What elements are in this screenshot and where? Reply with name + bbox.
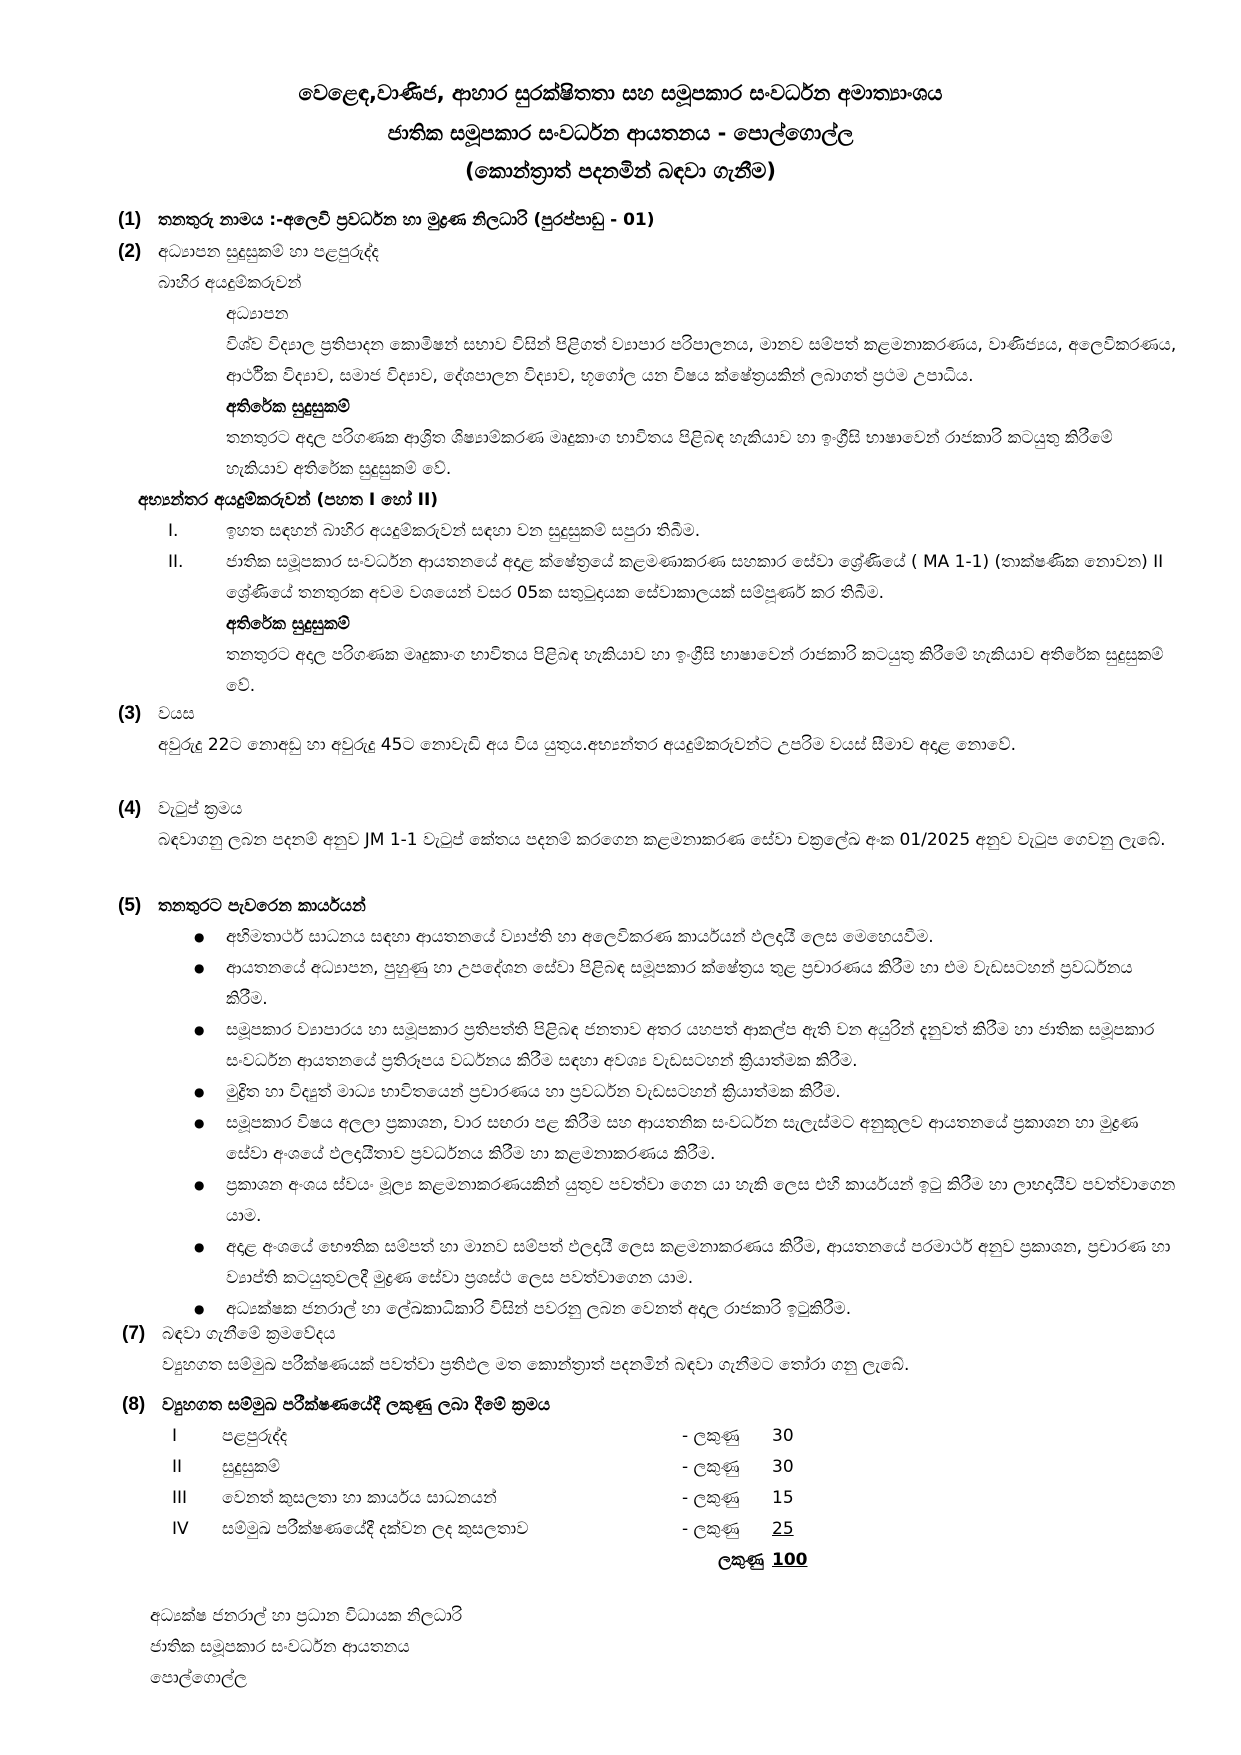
section-number: (5) xyxy=(118,895,142,916)
list-item xyxy=(118,516,1178,547)
section-title: වයස xyxy=(158,704,195,724)
row-label: වෙනත් කුසලතා හා කාර්යය සාධනයන් xyxy=(222,1488,497,1508)
row-unit: - ලකුණු xyxy=(682,1426,740,1446)
extra-text: තනතුරට අදාල පරිගණක මෘදුකාංග භාවිතය පිළිබඳ හැකියාව හා ඉංග්‍රීසි භාෂාවෙන් රාජකාරි කටයුතු කිරීමේ හැකියාව අතිරේක සුදුසුකම් වේ. xyxy=(226,645,1164,696)
section-4 xyxy=(118,793,1178,856)
item-number: II. xyxy=(168,552,184,572)
post-name: තනතුරු නාමය :-අලෙවි ප්‍රවර්ධන හා මුද්‍රණ නිලධාරි (පුරප්පාඩු - 01) xyxy=(158,210,655,230)
list-item: ● සමූපකාර විෂය අලලා ප්‍රකාශන, වාර සඟරා පළ කිරීම සහ ආයතනික සංවර්ධන සැලැස්මට අනුකූලව ආයතනයේ ප්‍රකාශන හා මුද්‍රණ සේවා අංශයේ ඵලදායීතාව ප්‍රවර්ධනය කිරීම හා කළමනාකරණය කිරීම. xyxy=(226,1108,1178,1170)
item-text: ජාතික සමූපකාර සංවර්ධන ආයතනයේ අදාළ ක්ෂේත්‍රයේ කළමණාකරණ සහකාර සේවා ශ්‍රේණියේ ( MA 1-1) (තාක්ෂණික නොවන) II ශ්‍රේණියේ තනතුරක අවම වශයෙන් වසර 05ක සතුටුදායක සේවාකාලයක් සම්පූර්ණ කර තිබීම. xyxy=(226,552,1164,603)
section-2 xyxy=(118,236,1178,702)
list-item: ● අධ්‍යක්ෂක ජනරාල් හා ලේඛකාධිකාරි විසින් පවරනු ලබන වෙනත් අදාල රාජකාරි ඉටුකිරීම. xyxy=(226,1294,1178,1325)
section-title: වැටුප් ක්‍රමය xyxy=(158,799,243,819)
row-marks: 15 xyxy=(772,1488,794,1508)
row-marks: 30 xyxy=(772,1457,794,1477)
section-number: (3) xyxy=(118,703,142,724)
section-number: (4) xyxy=(118,798,142,819)
section-3 xyxy=(118,698,1178,761)
section-title: බඳවා ගැනීමේ ක්‍රමවේදය xyxy=(162,1324,336,1344)
row-unit: - ලකුණු xyxy=(682,1457,740,1477)
signature-institute: ජාතික සමූපකාර සංවර්ධන ආයතනය xyxy=(150,1637,410,1657)
edu-label: අධ්‍යාපන xyxy=(226,304,289,324)
list-item: ● මුද්‍රිත හා විද්‍යුත් මාධ්‍ය භාවිතයෙන් ප්‍රචාරණය හා ප්‍රවර්ධන වැඩසටහන් ක්‍රියාත්මක කිරීම. xyxy=(226,1077,1178,1108)
subtitle: (කොන්ත්‍රාත් පදනමින් බඳවා ගැනීම) xyxy=(465,159,776,183)
list-item xyxy=(118,547,1178,609)
internal-heading: අභ්‍යන්තර අයදුම්කරුවන් (පහත I හෝ II) xyxy=(138,490,439,510)
section-text: ව්‍යුහගත සම්මුඛ පරීක්ෂණයක් පවත්වා ප්‍රතිඵල මත කොන්ත්‍රාත් පදනමින් බඳවා ගැනීමට තෝරා ගනු ලැබේ. xyxy=(162,1355,910,1375)
section-5 xyxy=(118,890,1178,1325)
signature-block xyxy=(150,1601,1210,1694)
section-title: ව්‍යුහගත සම්මුඛ පරීක්ෂණයේදී ලකුණු ලබා දීමේ ක්‍රමය xyxy=(162,1395,551,1415)
row-number: II xyxy=(172,1457,183,1477)
section-7 xyxy=(122,1318,1182,1381)
row-unit: - ලකුණු xyxy=(682,1488,740,1508)
row-number: III xyxy=(172,1488,188,1508)
item-number: I. xyxy=(168,521,179,541)
section-text: අවුරුදු 22ට නොඅඩු හා අවුරුදු 45ට නොවැඩි අය විය යුතුය.අභ්‍යන්තර අයදුම්කරුවන්ට උපරිම වයස් සීමාව අදාළ නොවේ. xyxy=(158,735,1017,755)
row-label: සම්මුඛ පරීක්ෂණයේදී දක්වන ලද කුසලතාව xyxy=(222,1519,529,1539)
extra-label: අතිරේක සුදුසුකම් xyxy=(226,614,350,634)
marks-table xyxy=(122,1421,1182,1576)
section-text: බඳවාගනු ලබන පදනම් අනුව JM 1-1 වැටුප් කේතය පදනම් කරගෙන කළමනාකරණ සේවා චක්‍රලේඛ අංක 01/2025 අනුව වැටුප ගෙවනු ලැබේ. xyxy=(158,830,1166,850)
list-item: ● අභිමතාර්ථ සාධනය සඳහා ආයතනයේ ව්‍යාප්ති හා අලෙවිකරණ කාර්යයන් ඵලදායී ලෙස මෙහෙයවීම. xyxy=(226,922,1178,953)
duties-list xyxy=(118,922,1178,1325)
row-label: සුදුසුකම් xyxy=(222,1457,281,1477)
row-label: පළපුරුද්ද xyxy=(222,1426,288,1446)
ministry-title: වෙළෙඳ,වාණිජ, ආහාර සුරක්ෂිතතා සහ සමූපකාර සංවර්ධන අමාත්‍යාංශය xyxy=(298,81,943,105)
edu-text: විශ්ව විද්‍යාල ප්‍රතිපාදන කොමිෂන් සභාව විසින් පිළිගත් ව්‍යාපාර පරිපාලනය, මානව සම්පත් කළමනාකරණය, වාණිජ්‍යය, අලෙවිකරණය, ආර්ථික විද්‍යාව, සමාජ විද්‍යාව, දේශපාලන විද්‍යාව, භූගෝල යන විෂය ක්ෂේත්‍රයකින් ලබාගත් ප්‍රථම උපාධිය. xyxy=(226,335,1177,386)
signature-title: අධ්‍යක්ෂ ජනරාල් හා ප්‍රධාන විධායක නිලධාරි xyxy=(150,1606,463,1626)
list-item: ● ප්‍රකාශන අංශය ස්වයං මූල්‍ය කළමනාකරණයකින් යුතුව පවත්වා ගෙන යා හැකි ලෙස එහි කාර්යයන් ඉටු කිරීම හා ලාභදායීව පවත්වාගෙන යාම. xyxy=(226,1170,1178,1232)
section-number: (1) xyxy=(118,209,142,230)
total-marks: 100 xyxy=(772,1550,808,1570)
section-1 xyxy=(118,204,1178,236)
list-item: ● ආයතනයේ අධ්‍යාපන, පුහුණු හා උපදේශන සේවා පිළිබඳ සමූපකාර ක්ෂේත්‍රය තුළ ප්‍රචාරණය කිරීම හා එම වැඩසටහන් ප්‍රවර්ධනය කිරීම. xyxy=(226,953,1178,1015)
item-text: ඉහත සඳහන් බාහිර අයදුම්කරුවන් සඳහා වන සුදුසුකම් සපුරා තිබීම. xyxy=(226,521,701,541)
list-item: ● අදාළ අංශයේ භෞතික සම්පත් හා මානව සම්පත් ඵලදායී ලෙස කළමනාකරණය කිරීම, ආයතනයේ පරමාර්ථ අනුව ප්‍රකාශන, ප්‍රචාරණ හා ව්‍යාප්ති කටයුතුවලදී මුද්‍රණ සේවා ප්‍රශස්ථ ලෙස පවත්වාගෙන යාම. xyxy=(226,1232,1178,1294)
signature-location: පොල්ගොල්ල xyxy=(150,1668,247,1688)
section-title: අධ්‍යාපන සුදුසුකම් හා පළපුරුද්ද xyxy=(158,242,379,262)
section-number: (7) xyxy=(122,1323,146,1344)
section-8 xyxy=(122,1389,1182,1576)
institute-title: ජාතික සමූපකාර සංවර්ධන ආයතනය - පොල්ගොල්ල xyxy=(387,121,854,145)
list-item: ● සමූපකාර ව්‍යාපාරය හා සමූපකාර ප්‍රතිපත්ති පිළිබඳ ජනතාව අතර යහපත් ආකල්ප ඇති වන අයුරින් දැනුවත් කිරීම හා ජාතික සමූපකාර සංවර්ධන ආයතනයේ ප්‍රතිරූපය වර්ධනය කිරීම සඳහා අවශ්‍ය වැඩසටහන් ක්‍රියාත්මක කිරීම. xyxy=(226,1015,1178,1077)
external-heading: බාහිර අයදුම්කරුවන් xyxy=(158,273,302,293)
extra-text: තනතුරට අදාල පරිගණක ආශ්‍රිත ශිෂ්‍යාම්කරණ මෘදුකාංග භාවිතය පිළිබඳ හැකියාව හා ඉංග්‍රීසි භාෂාවෙන් රාජකාරි කටයුතු කිරීමේ හැකියාව අතිරේක සුදුසුකම් වේ. xyxy=(226,428,1113,479)
section-number: (2) xyxy=(118,241,142,262)
extra-label: අතිරේක සුදුසුකම් xyxy=(226,397,350,417)
section-number: (8) xyxy=(122,1394,146,1415)
row-unit: - ලකුණු xyxy=(682,1519,740,1539)
row-marks: 30 xyxy=(772,1426,794,1446)
row-marks: 25 xyxy=(772,1519,794,1539)
total-label: ලකුණු xyxy=(718,1550,764,1570)
row-number: IV xyxy=(172,1519,189,1539)
row-number: I xyxy=(172,1426,178,1446)
section-title: තනතුරට පැවරෙන කාර්යයන් xyxy=(158,896,366,916)
